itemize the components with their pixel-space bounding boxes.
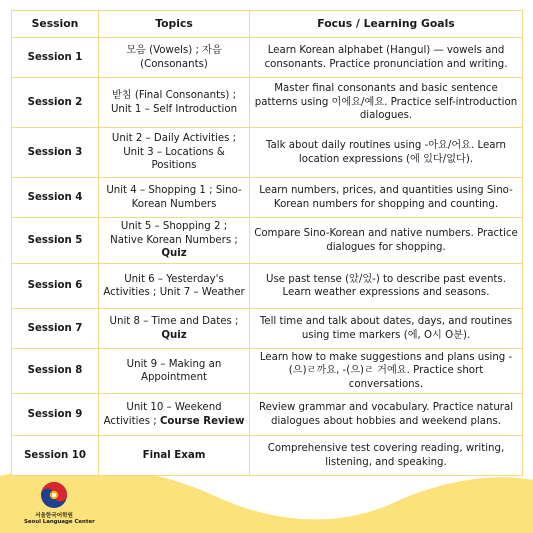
goals-cell: Learn how to make suggestions and plans using -(으)ㄹ까요, -(으)ㄹ 거예요. Practice short conversations.	[250, 349, 523, 394]
topics-cell	[99, 264, 250, 309]
topics-cell	[99, 349, 250, 394]
session-label: Session 6	[12, 264, 99, 309]
topics-cell	[99, 178, 250, 218]
goals-cell: Review grammar and vocabulary. Practice natural dialogues about hobbies and weekend plans.	[250, 394, 523, 436]
topics-text: Unit 8 – Time and Dates ;	[109, 316, 239, 328]
topics-text: 받침 (Final Consonants) ; Unit 1 – Self Introduction	[110, 90, 238, 115]
table-row	[12, 78, 523, 128]
table-row	[12, 218, 523, 264]
table-row	[12, 128, 523, 178]
topics-text: 모음 (Vowels) ; 자음 (Consonants)	[126, 45, 222, 70]
goals-cell: Learn numbers, prices, and quantities using Sino-Korean numbers for shopping and counting.	[250, 178, 523, 218]
topics-cell	[99, 78, 250, 128]
table-row	[12, 38, 523, 78]
topics-cell	[99, 436, 250, 476]
goals-cell: Master final consonants and basic sentence patterns using 이에요/예요. Practice self-introduction dialogues.	[250, 78, 523, 128]
session-label: Session 4	[12, 178, 99, 218]
session-label: Session 5	[12, 218, 99, 264]
header-row	[12, 11, 523, 38]
session-label: Session 8	[12, 349, 99, 394]
table-row	[12, 349, 523, 394]
goals-cell: Use past tense (았/었-) to describe past events. Learn weather expressions and seasons.	[250, 264, 523, 309]
topics-text: Unit 6 – Yesterday's Activities ; Unit 7 – Weather	[103, 273, 245, 298]
table-row	[12, 264, 523, 309]
table-row	[12, 436, 523, 476]
logo-english-name: Seoul Language Center	[24, 519, 95, 525]
table-row	[12, 309, 523, 349]
topics-text: Unit 5 – Shopping 2 ; Native Korean Numbers ;	[110, 221, 238, 246]
topics-bold-text: Quiz	[161, 248, 187, 260]
topics-text: Unit 2 – Daily Activities ; Unit 3 – Locations & Positions	[111, 133, 237, 172]
goals-cell: Talk about daily routines using -아요/어요. Learn location expressions (에 있다/없다).	[250, 128, 523, 178]
topics-cell	[99, 38, 250, 78]
schedule-table	[11, 10, 523, 476]
header-topics: Topics	[99, 11, 250, 38]
session-label: Session 10	[12, 436, 99, 476]
session-label: Session 2	[12, 78, 99, 128]
topics-text: Unit 9 – Making an Appointment	[126, 358, 222, 384]
topics-text: Unit 10 – Weekend Activities ;	[103, 402, 222, 427]
header-goals: Focus / Learning Goals	[250, 11, 523, 38]
session-label: Session 7	[12, 309, 99, 349]
goals-cell: Comprehensive test covering reading, writing, listening, and speaking.	[250, 436, 523, 476]
session-label: Session 3	[12, 128, 99, 178]
header-session: Session	[12, 11, 99, 38]
topics-bold-text: Course Review	[159, 415, 245, 427]
taegeuk-logo-icon	[39, 480, 69, 510]
table-row	[12, 394, 523, 436]
table-row	[12, 178, 523, 218]
goals-cell: Tell time and talk about dates, days, and routines using time markers (에, O시 O분).	[250, 309, 523, 349]
session-label: Session 1	[12, 38, 99, 78]
topics-text: Unit 4 – Shopping 1 ; Sino-Korean Numbers	[106, 185, 242, 210]
topics-cell	[99, 218, 250, 264]
topics-bold-text: Quiz	[161, 329, 187, 341]
topics-cell	[99, 394, 250, 436]
goals-cell: Compare Sino-Korean and native numbers. Practice dialogues for shopping.	[250, 218, 523, 264]
goals-cell: Learn Korean alphabet (Hangul) — vowels and consonants. Practice pronunciation and writing.	[250, 38, 523, 78]
topics-cell	[99, 128, 250, 178]
school-logo	[24, 480, 95, 525]
topics-bold-text: Final Exam	[142, 450, 206, 462]
session-label: Session 9	[12, 394, 99, 436]
logo-korean-name: 서울한국어학원	[35, 513, 73, 519]
topics-cell	[99, 309, 250, 349]
